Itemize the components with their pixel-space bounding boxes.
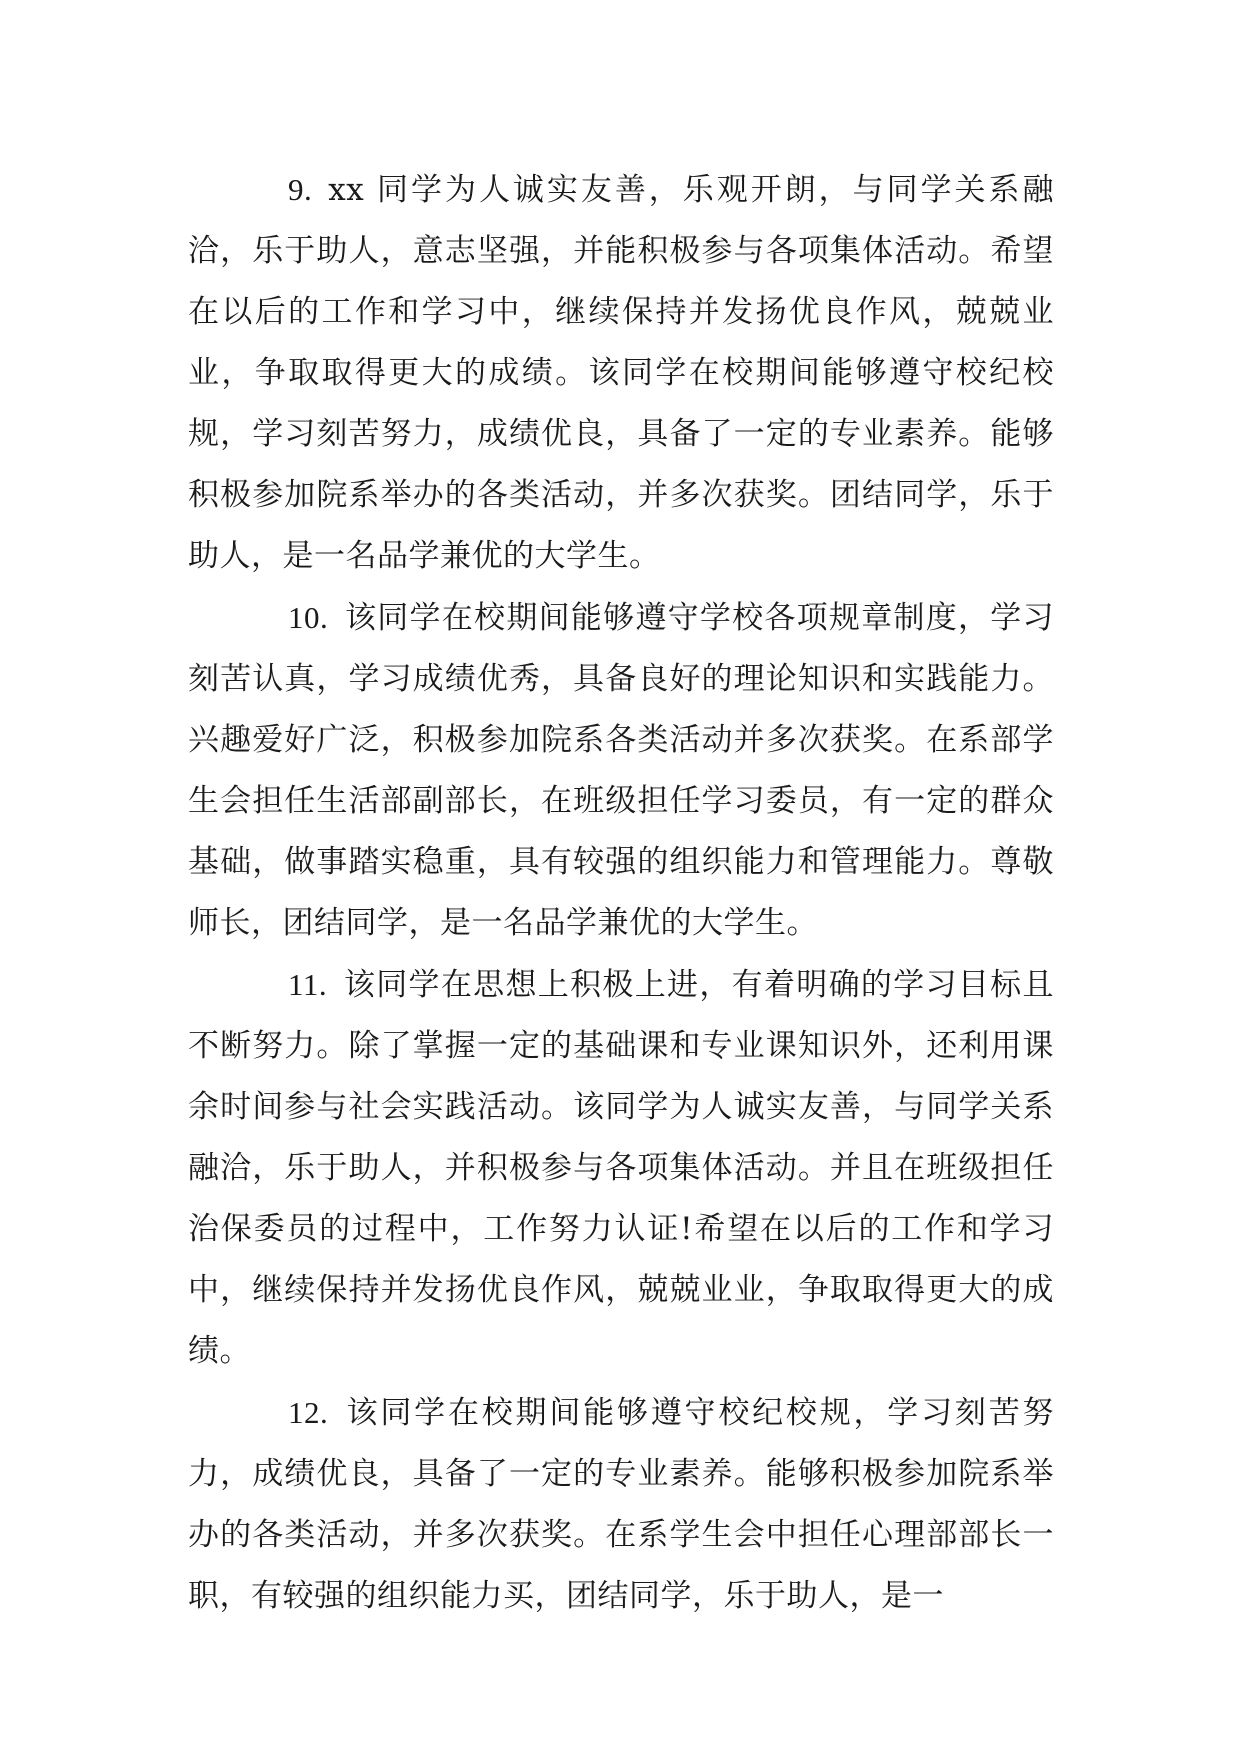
- paragraph-text: 该同学在思想上积极上进，有着明确的学习目标且不断努力。除了掌握一定的基础课和专业课知识外，还利用课余时间参与社会实践活动。该同学为人诚实友善，与同学关系融洽，乐于助人，并积极参与各项集体活动。并且在班级担任治保委员的过程中，工作努力认证!希望在以后的工作和学习中，继续保持并发扬优良作风，兢兢业业，争取取得更大的成绩。: [188, 967, 1054, 1369]
- paragraph-text: 该同学在校期间能够遵守校纪校规，学习刻苦努力，成绩优良，具备了一定的专业素养。能够积极参加院系举办的各类活动，并多次获奖。在系学生会中担任心理部部长一职，有较强的组织能力买，团结同学，乐于助人，是一: [188, 1395, 1054, 1614]
- paragraph-text: 该同学在校期间能够遵守学校各项规章制度，学习刻苦认真，学习成绩优秀，具备良好的理论知识和实践能力。兴趣爱好广泛，积极参加院系各类活动并多次获奖。在系部学生会担任生活部副部长，在班级担任学习委员，有一定的群众基础，做事踏实稳重，具有较强的组织能力和管理能力。尊敬师长，团结同学，是一名品学兼优的大学生。: [188, 600, 1054, 941]
- paragraph-number: 12.: [288, 1395, 329, 1430]
- paragraph-text: xx 同学为人诚实友善，乐观开朗，与同学关系融洽，乐于助人，意志坚强，并能积极参与各项集体活动。希望在以后的工作和学习中，继续保持并发扬优良作风，兢兢业业，争取取得更大的成绩。该同学在校期间能够遵守校纪校规，学习刻苦努力，成绩优良，具备了一定的专业素养。能够积极参加院系举办的各类活动，并多次获奖。团结同学，乐于助人，是一名品学兼优的大学生。: [188, 172, 1054, 574]
- paragraph-10: [188, 587, 1054, 954]
- paragraph-number: 9.: [288, 172, 313, 207]
- paragraph-11: [188, 954, 1054, 1382]
- paragraph-12: [188, 1382, 1054, 1627]
- paragraph-9: [188, 159, 1054, 587]
- paragraph-number: 10.: [288, 600, 329, 635]
- document-body: [188, 159, 1054, 1627]
- paragraph-number: 11.: [288, 967, 328, 1002]
